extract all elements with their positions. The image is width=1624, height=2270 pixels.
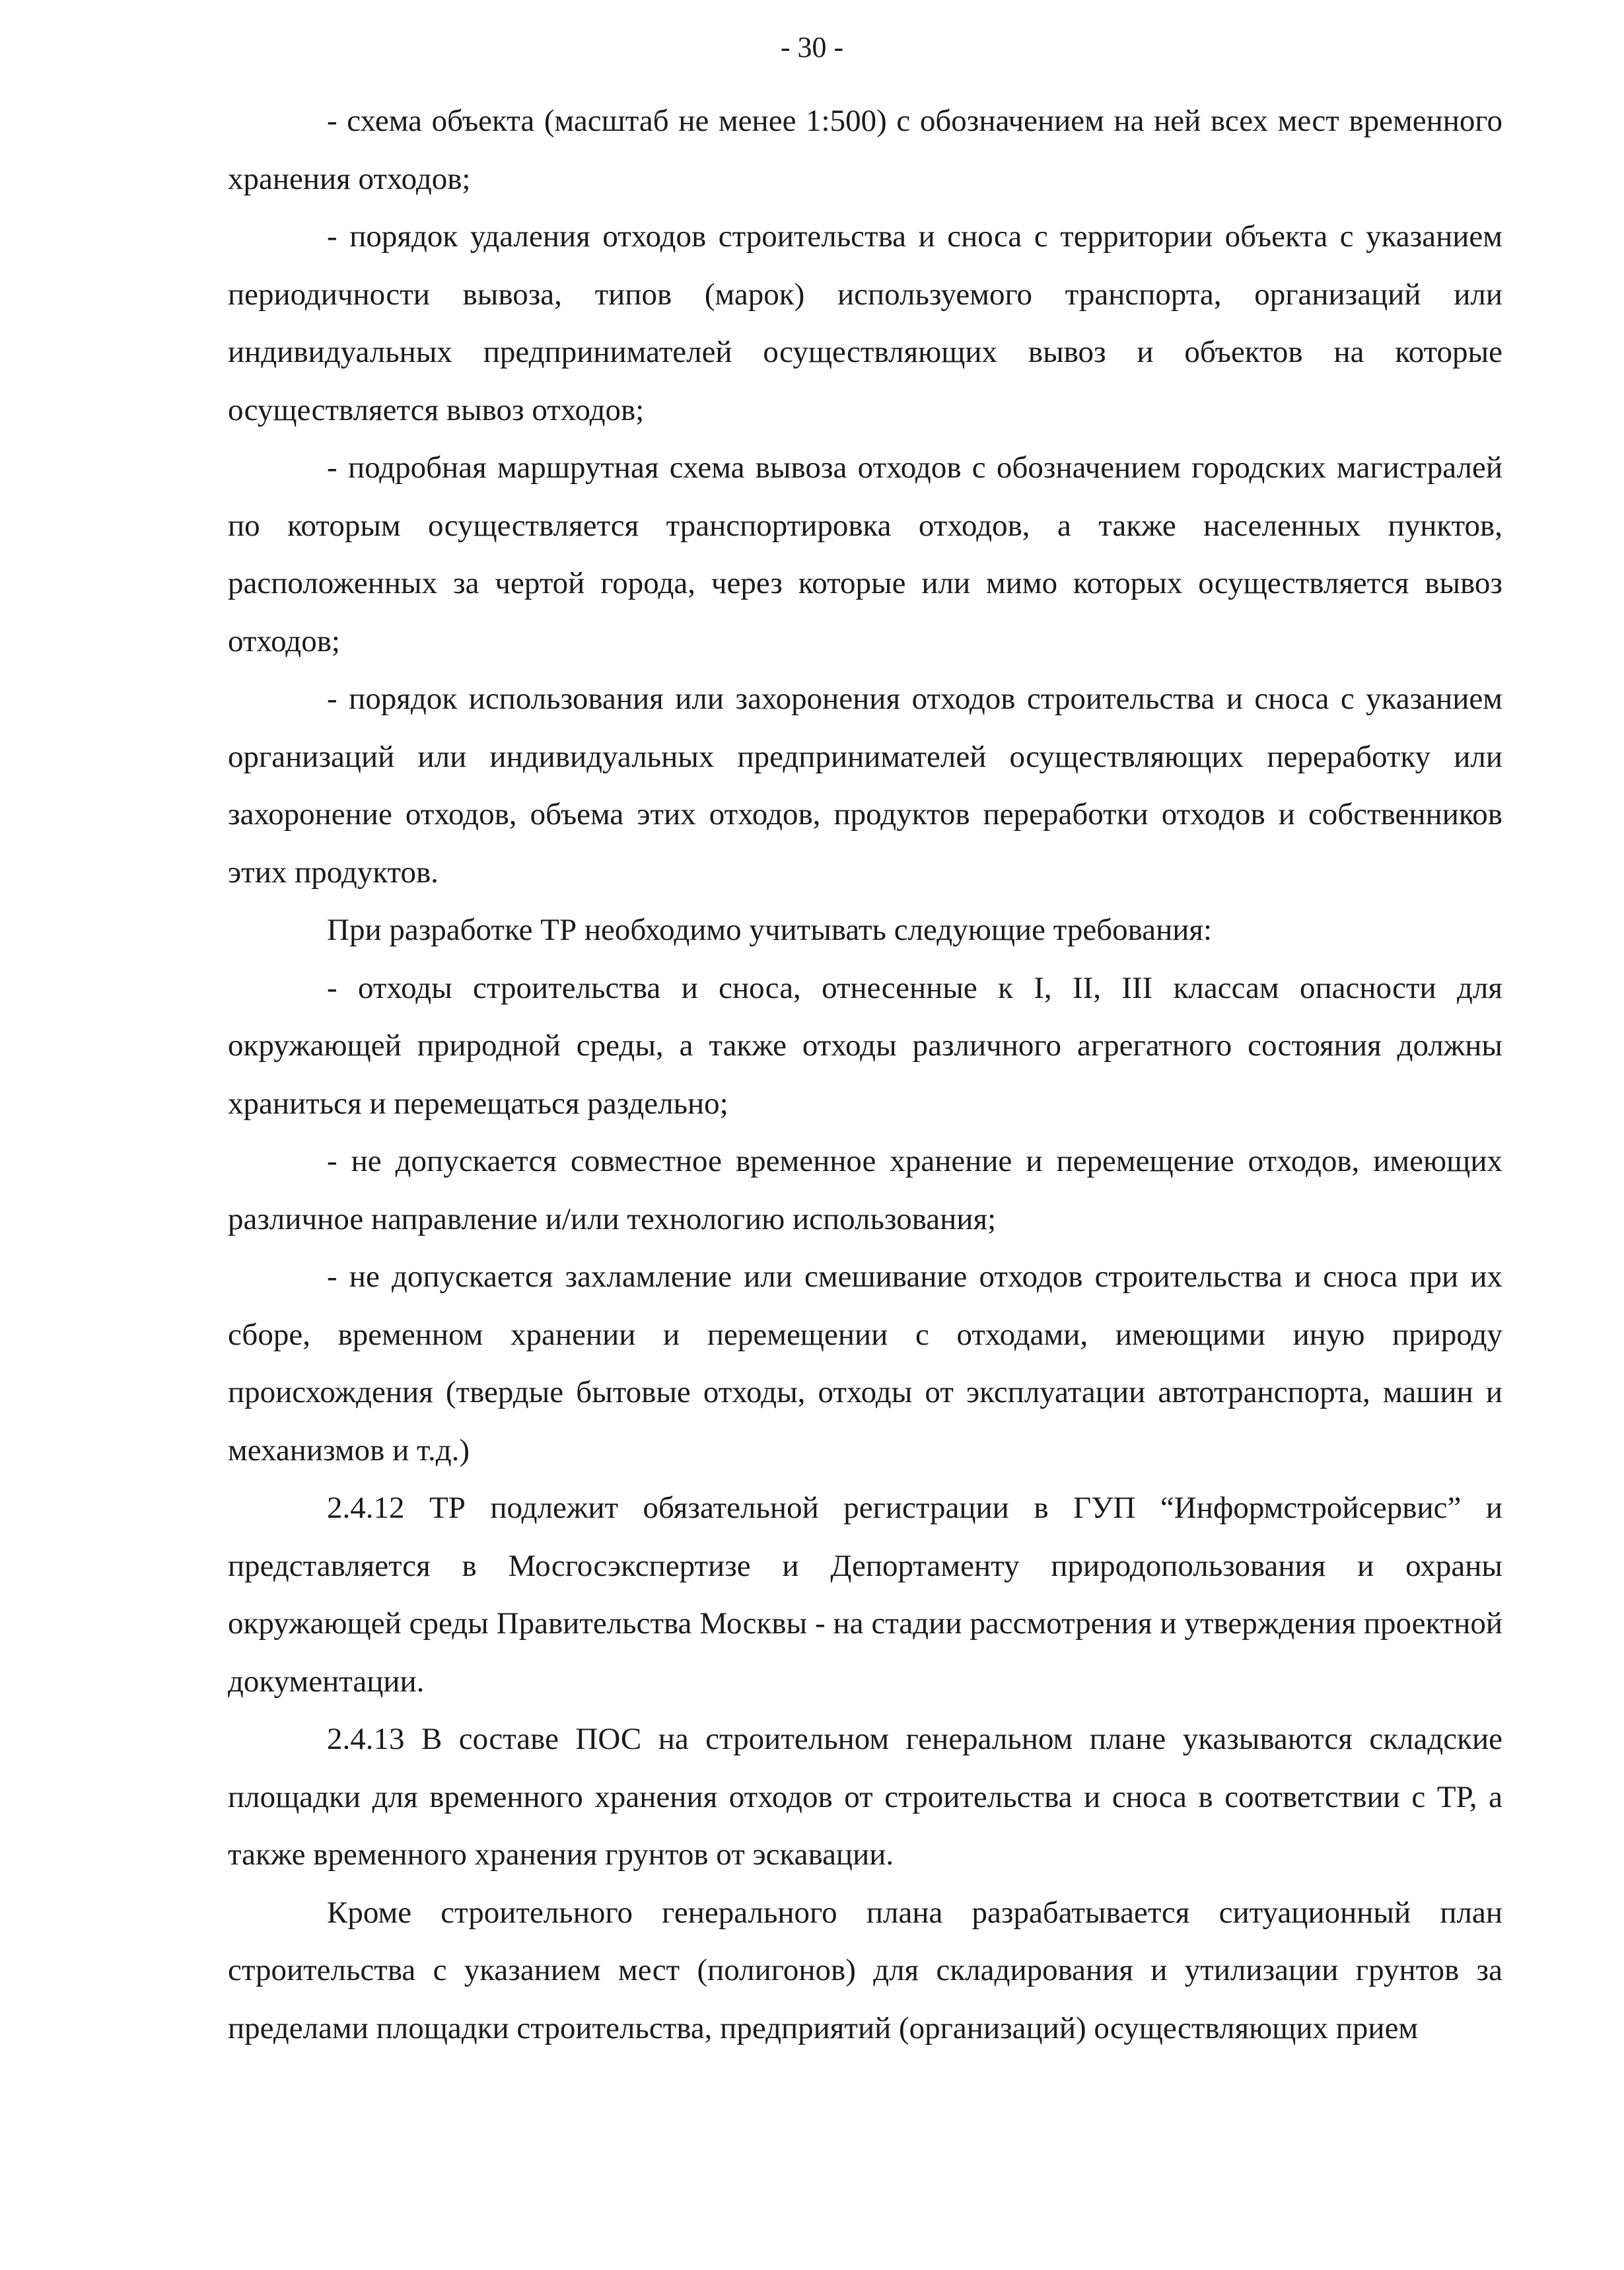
paragraph-requirements-intro: При разработке ТР необходимо учитывать следующие требования: bbox=[327, 913, 1213, 947]
paragraph-hazard-classes: - отходы строительства и сноса, отнесенные к I, II, III классам опасности для окружающей природной среды, а также отходы различного агрегатного состояния должны храниться и перемещаться раздельно; bbox=[228, 970, 1502, 1121]
paragraph-object-scheme: - схема объекта (масштаб не менее 1:500) с обозначением на ней всех мест временного хранения отходов; bbox=[228, 104, 1502, 196]
paragraph-mixing-prohibited: - не допускается захламление или смешивание отходов строительства и сноса при их сборе, временном хранении и перемещении с отходами, имеющими иную природу происхождения (твердые бытовые отходы, отходы от эксплуатации автотранспорта, машин и механизмов и т.д.) bbox=[228, 1259, 1502, 1468]
paragraph-removal-procedure: - порядок удаления отходов строительства и сноса с территории объекта с указанием периодичности вывоза, типов (марок) используемого транспорта, организаций или индивидуальных предпринимателей осуществляющих вывоз и объектов на которые осуществляется вывоз отходов; bbox=[228, 219, 1502, 427]
document-body bbox=[228, 92, 1502, 2057]
paragraph-section-2-4-13: 2.4.13 В составе ПОС на строительном генеральном плане указываются складские площадки для временного хранения отходов от строительства и сноса в соответствии с ТР, а также временного хранения грунтов от эскавации. bbox=[228, 1722, 1502, 1872]
page-number: - 30 - bbox=[780, 31, 844, 63]
paragraph-usage-procedure: - порядок использования или захоронения отходов строительства и сноса с указанием организаций или индивидуальных предпринимателей осуществляющих переработку или захоронение отходов, объема этих отходов, продуктов переработки отходов и собственников этих продуктов. bbox=[228, 682, 1502, 890]
paragraph-situational-plan: Кроме строительного генерального плана разрабатывается ситуационный план строительства с указанием мест (полигонов) для складирования и утилизации грунтов за пределами площадки строительства, предприятий (организаций) осуществляющих прием bbox=[228, 1895, 1502, 2045]
paragraph-section-2-4-12: 2.4.12 ТР подлежит обязательной регистрации в ГУП “Информстройсервис” и представляется в Мосгосэкспертизе и Депортаменту природопользования и охраны окружающей среды Правительства Москвы - на стадии рассмотрения и утверждения проектной документации. bbox=[228, 1491, 1502, 1699]
paragraph-joint-storage: - не допускается совместное временное хранение и перемещение отходов, имеющих различное направление и/или технологию использования; bbox=[228, 1144, 1502, 1236]
paragraph-route-scheme: - подробная маршрутная схема вывоза отходов с обозначением городских магистралей по которым осуществляется транспортировка отходов, а также населенных пунктов, расположенных за чертой города, через которые или мимо которых осуществляется вывоз отходов; bbox=[228, 450, 1502, 658]
